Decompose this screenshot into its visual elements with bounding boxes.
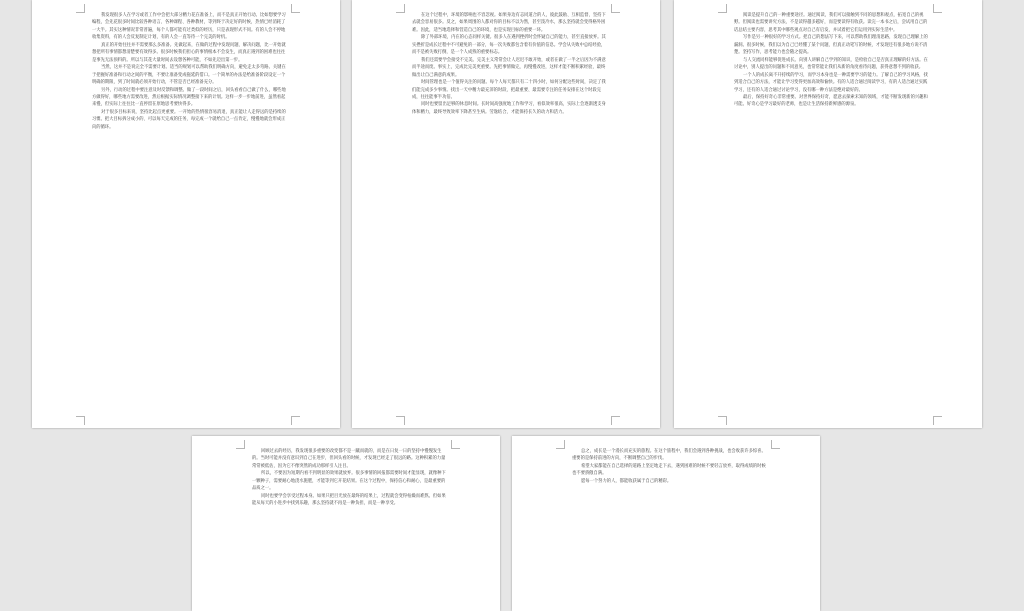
- corner-mark: [291, 4, 300, 13]
- corner-mark: [451, 440, 460, 449]
- paragraph: 与人交流同样能够促进成长。向别人讲解自己学到的知识，是检验自己是否真正理解的好方法。在讨论中，别人提出的问题和不同意见，也常常能让我们从新的角度看待问题，获得意想不到的收获。: [734, 57, 928, 71]
- corner-mark: [933, 416, 942, 425]
- paragraph: 所以，不要因为短期内看不到明显的效果就放弃。很多事情的回报都需要时间才能显现，就像种下一颗种子，需要耐心地浇水施肥，才能等到它开花结果。在这个过程中，保持信心和耐心，是最重要的品质之一。: [252, 471, 446, 492]
- corner-mark: [76, 416, 85, 425]
- paragraph: 回顾过去的经历，我发现很多重要的改变都不是一蹴而就的，而是在日复一日的坚持中慢慢发生的。当时可能并没有意识到自己在进步，但回头看的时候，才发现已经走了很远的路。这种积累的力量常常被低估，因为它不像突然的成功那样引人注目。: [252, 449, 446, 469]
- paragraph: 希望大家都能在自己选择的道路上坚定地走下去，遇到困难的时候不要轻言放弃，取得成绩的时候也不要骄傲自满。: [572, 463, 766, 477]
- document-page-2: [352, 0, 660, 428]
- page-text[interactable]: [252, 448, 446, 611]
- paragraph: 除了外部环境，内在的心态同样关键。很多人在遇到挫折时会怀疑自己的能力，甚至直接放弃。其实挫折是成长过程中不可避免的一部分，每一次失败都包含着有价值的信息。学会从失败中总结经验，而不是被失败打倒，是一个人成熟的重要标志。: [412, 35, 606, 56]
- corner-mark: [291, 416, 300, 425]
- page-text[interactable]: [412, 12, 606, 418]
- paragraph: 另外，行动的过程中要注意及时反馈和调整。做了一段时间之后，回头看看自己做了什么，哪些地方做得好，哪些地方需要改进，然后根据实际情况调整接下来的计划。这样一步一步地前进，虽然看起来慢，但实际上往往比一直停留在原地思考要快得多。: [92, 87, 286, 108]
- document-page-5: [512, 436, 820, 611]
- corner-mark: [556, 440, 565, 449]
- corner-mark: [933, 4, 942, 13]
- paragraph: 一个人的成长离不开持续的学习，而学习本身也是一种需要学习的能力。了解自己的学习风格，找到适合自己的方法，才能让学习变得更加高效和愉快。有的人适合通过阅读学习，有的人适合通过实践学习，还有的人适合通过讨论学习，没有哪一种方法是绝对最好的。: [734, 72, 928, 93]
- corner-mark: [771, 440, 780, 449]
- paragraph: 真正的开始往往并不需要那么多准备。先做起来，在做的过程中发现问题、解决问题，比一开始就想把所有事情都想清楚要有效得多。很多时候我们担心的事情根本不会发生，而真正遇到的困难也往往是事先无法预料的。所以与其花大量时间去设想各种可能，不如先迈出第一步。: [92, 42, 286, 63]
- paragraph: 写作是另一种很好的学习方式。把自己的想法写下来，可以帮助我们理清思路，发现自己理解上的漏洞。很多时候，我们以为自己已经懂了某个问题，但真正动笔写的时候，才发现还有很多地方说不清楚。坚持写作，思考能力也会随之提高。: [734, 35, 928, 56]
- corner-mark: [76, 4, 85, 13]
- paragraph: 同时也要留出足够的休息时间。长时间高强度地工作和学习，看似效率很高，实际上会逐渐透支身体和精力，最终导致效率下降甚至生病。劳逸结合，才能保持长久的动力和活力。: [412, 102, 606, 115]
- paragraph: 我们还需要学会接受不完美。完美主义常常会让人迟迟不敢开始，或者在做了一半之后因为不满意而半途而废。事实上，完成比完美更重要。先把事情做完，再慢慢改进，这样才能不断积累经验，最终做出让自己满意的成果。: [412, 57, 606, 78]
- page-text[interactable]: [92, 12, 286, 418]
- paragraph: 时间管理也是一个值得关注的问题。每个人每天都只有二十四小时，如何分配这些时间，决定了我们能完成多少事情。找出一天中精力最充沛的时段，把最重要、最需要专注的任务安排在这个时段完成，往往能事半功倍。: [412, 80, 606, 100]
- paragraph: 阅读是提升自己的一种重要途径。通过阅读，我们可以接触到不同的思想和观点，拓宽自己的视野。但阅读也需要讲究方法，不是读得越多越好，而是要读得有收获。读完一本书之后，尝试用自己的话总结主要内容，思考其中哪些观点对自己有启发，并试着把它们运用到实际生活中。: [734, 13, 928, 33]
- document-page-3: [674, 0, 982, 428]
- paragraph: 对于很多目标来说，坚持比起点更重要。一开始的热情很容易消退，真正能让人走得远的是持续的习惯。把大目标拆分成小的、可以每天完成的任务，每完成一个就给自己一点肯定，慢慢地就会形成正向的循环。: [92, 109, 286, 130]
- corner-mark: [396, 416, 405, 425]
- page-text[interactable]: [734, 12, 928, 418]
- corner-mark: [236, 440, 245, 449]
- paragraph: 总之，成长是一个漫长而充实的旅程。在这个旅程中，我们会遇到各种挑战，也会收获许多惊喜。重要的是保持前进的方向，不断调整自己的步伐。: [572, 449, 766, 462]
- paragraph: 当然，这并不是说完全不需要计划。适当的规划可以帮助我们明确方向，避免走太多弯路。关键在于把握好准备和行动之间的平衡，不要让准备变成拖延的借口。一个简单的办法是给准备阶段设定一个明确的期限，到了时间就必须开始行动，不管是否已经准备充分。: [92, 65, 286, 86]
- paragraph: 愿每一个努力的人，都能收获属于自己的精彩。: [581, 478, 672, 484]
- paragraph: 同时也要学会享受过程本身。如果只把目光放在最终的结果上，过程就会变得枯燥而难熬。但如果能从每天的小进步中找到乐趣，那么坚持就不再是一种负担，而是一种享受。: [252, 493, 446, 507]
- corner-mark: [611, 4, 620, 13]
- page-text[interactable]: [572, 448, 766, 611]
- corner-mark: [718, 416, 727, 425]
- corner-mark: [718, 4, 727, 13]
- paragraph: 最后，保持好奇心非常重要。对世界保持好奇，愿意去探索未知的领域，才能不断发现新的兴趣和可能。好奇心是学习最好的老师，也是让生活保持新鲜感的源泉。: [734, 94, 928, 108]
- document-page-4: [192, 436, 500, 611]
- paragraph: 在这个过程中，环境的影响也不容忽视。如果身边有志同道合的人，彼此鼓励、互相监督，坚持下去就会容易很多。反之，如果周围的人都对你的目标不以为然，甚至泼冷水，那么坚持就会变得格外困难。因此，适当地选择和营造自己的环境，也是实现目标的重要一环。: [412, 13, 606, 33]
- paragraph: 我发现很多人在学习或者工作中会把大部分精力花在准备上，而不是真正开始行动。比如想要学习编程，会先花很多时间比较各种语言、各种课程、各种教材，等到终于决定好的时候，热情已经消耗了一大半。其实这种情况非常普遍，每个人都可能有过类似的经历，只是表现形式不同。有的人会不停地收集资料，有的人会反复制定计划，有的人会一直等待一个完美的时机。: [92, 13, 286, 41]
- corner-mark: [396, 4, 405, 13]
- document-page-1: [32, 0, 340, 428]
- corner-mark: [611, 416, 620, 425]
